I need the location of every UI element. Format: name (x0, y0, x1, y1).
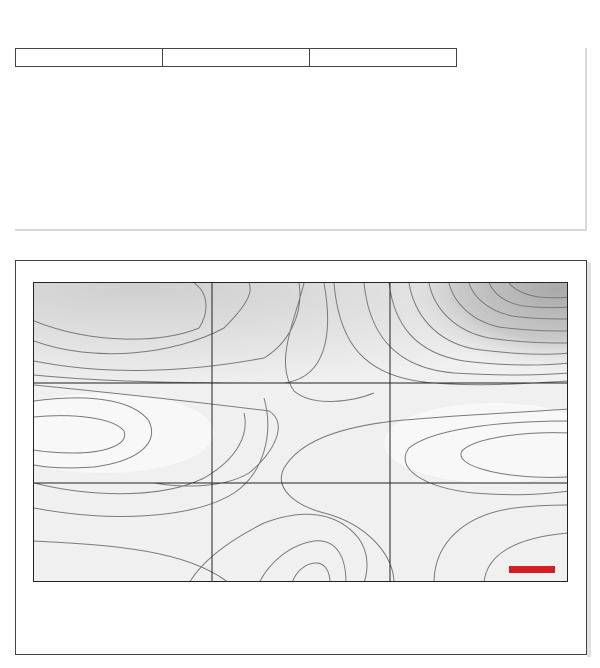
header-max-diff (310, 49, 457, 67)
luminance-table-container (15, 48, 587, 231)
panel-shadow (587, 262, 591, 657)
table-header-row (16, 49, 457, 67)
datacolor-logo (507, 560, 555, 573)
contour-graphic (34, 283, 568, 582)
gray-scale-legend (33, 613, 568, 653)
luminance-table (15, 48, 457, 67)
uniformity-panel (15, 260, 587, 655)
uniformity-contour-map (33, 282, 568, 582)
header-quadrant (16, 49, 163, 67)
header-luminance (163, 49, 310, 67)
datacolor-logo-bar (509, 566, 555, 573)
